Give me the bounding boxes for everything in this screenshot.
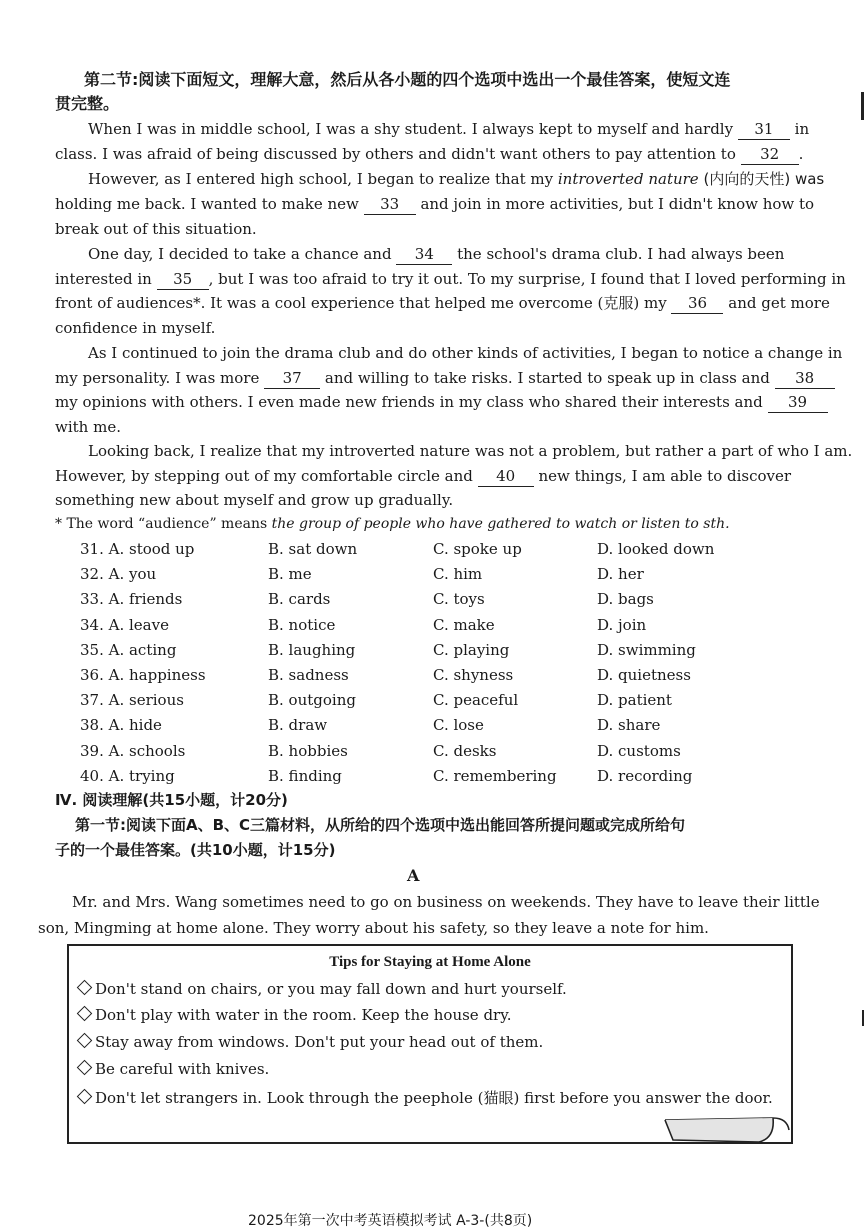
section2-heading: 第二节:阅读下面短文，理解大意，然后从各小题的四个选项中选出一个最佳答案，使短文连 — [84, 70, 731, 89]
option-item: 35. A. acting — [80, 641, 177, 659]
blank-33: 33 — [364, 194, 416, 215]
tip-text: Don't let strangers in. Look through the peephole (猫眼) first before you answer the door. — [95, 1089, 773, 1107]
option-item: C. toys — [433, 590, 485, 608]
option-item: B. hobbies — [268, 742, 348, 760]
part4-heading: Ⅳ. 阅读理解(共15小题，计20分) — [55, 791, 288, 809]
section2-heading-cont: 贯完整。 — [55, 94, 120, 113]
blank-35: 35 — [157, 269, 209, 290]
part4-subheading: 第一节:阅读下面A、B、C三篇材料，从所给的四个选项中选出能回答所提问题或完成所给句 — [75, 816, 686, 834]
option-item: D. join — [597, 616, 647, 634]
option-item: D. customs — [597, 742, 681, 760]
diamond-bullet-icon — [77, 1060, 93, 1076]
option-item: D. recording — [597, 767, 693, 785]
option-item: C. remembering — [433, 767, 557, 785]
tip-item — [79, 1087, 773, 1108]
option-item: B. draw — [268, 716, 328, 734]
option-item: C. make — [433, 616, 495, 634]
passage-line: confidence in myself. — [55, 319, 216, 337]
option-item: B. sadness — [268, 666, 349, 684]
blank-40: 40 — [478, 466, 534, 487]
option-item: D. swimming — [597, 641, 696, 659]
option-item: D. quietness — [597, 666, 691, 684]
option-item: C. peaceful — [433, 691, 519, 709]
tip-item — [79, 1060, 269, 1078]
option-item: 37. A. serious — [80, 691, 184, 709]
passage-line: Looking back, I realize that my introverted nature was not a problem, but rather a part of who I am. — [88, 442, 853, 460]
passage-line: break out of this situation. — [55, 220, 257, 238]
option-item: C. playing — [433, 641, 510, 659]
article-letter: A — [407, 866, 420, 885]
blank-31: 31 — [738, 119, 790, 140]
tip-item — [79, 980, 567, 998]
option-item: 36. A. happiness — [80, 666, 206, 684]
option-item: 34. A. leave — [80, 616, 169, 634]
blank-37: 37 — [264, 368, 320, 389]
tip-text: Don't play with water in the room. Keep the house dry. — [95, 1006, 512, 1024]
option-item: 39. A. schools — [80, 742, 186, 760]
blank-36: 36 — [671, 293, 723, 314]
passage-line: my opinions with others. I even made new friends in my class who shared their interests and 39 — [55, 392, 828, 413]
passage-line: However, as I entered high school, I began to realize that my introverted nature (内向的天性) was — [88, 170, 825, 188]
tip-item — [79, 1006, 511, 1024]
blank-38: 38 — [775, 368, 835, 389]
option-item: C. shyness — [433, 666, 514, 684]
option-item: B. outgoing — [268, 691, 356, 709]
option-item: D. share — [597, 716, 661, 734]
option-item: C. spoke up — [433, 540, 522, 558]
blank-39: 39 — [768, 392, 828, 413]
diamond-bullet-icon — [77, 1033, 93, 1049]
passage-line: When I was in middle school, I was a shy student. I always kept to myself and hardly 31 in — [88, 120, 810, 138]
scan-edge-mark — [862, 1010, 864, 1026]
option-item: B. sat down — [268, 540, 358, 558]
option-item: D. looked down — [597, 540, 715, 558]
option-item: C. desks — [433, 742, 497, 760]
passage-line: front of audiences*. It was a cool experience that helped me overcome (克服) my 36 and get more — [55, 294, 830, 312]
option-item: C. lose — [433, 716, 484, 734]
passage-line: my personality. I was more 37 and willing to take risks. I started to speak up in class and 38 — [55, 368, 835, 389]
option-item: B. finding — [268, 767, 342, 785]
option-item: B. me — [268, 565, 312, 583]
option-item: 31. A. stood up — [80, 540, 195, 558]
passage-line: something new about myself and grow up gradually. — [55, 491, 454, 509]
tip-text: Be careful with knives. — [95, 1060, 270, 1078]
option-item: D. her — [597, 565, 644, 583]
diamond-bullet-icon — [77, 1089, 93, 1105]
blank-32: 32 — [741, 144, 799, 165]
article-intro: Mr. and Mrs. Wang sometimes need to go on business on weekends. They have to leave their little — [72, 893, 820, 911]
option-item: D. patient — [597, 691, 672, 709]
option-item: 32. A. you — [80, 565, 157, 583]
option-item: 33. A. friends — [80, 590, 183, 608]
option-item: C. him — [433, 565, 483, 583]
part4-subheading-cont: 子的一个最佳答案。(共10小题，计15分) — [55, 841, 336, 859]
passage-line: class. I was afraid of being discussed by others and didn't want others to pay attention to 32 . — [55, 145, 804, 163]
diamond-bullet-icon — [77, 1006, 93, 1022]
option-item: 38. A. hide — [80, 716, 162, 734]
blank-34: 34 — [396, 244, 452, 265]
footnote: * The word “audience” means the group of people who have gathered to watch or listen to sth. — [55, 516, 730, 532]
diamond-bullet-icon — [77, 980, 93, 996]
passage-line: However, by stepping out of my comfortable circle and 40 new things, I am able to discover — [55, 467, 792, 485]
tips-note-box — [67, 944, 793, 1144]
option-item: D. bags — [597, 590, 654, 608]
scan-edge-mark — [861, 92, 864, 120]
page-curl-decoration — [663, 1112, 793, 1144]
option-item: B. cards — [268, 590, 331, 608]
option-item: B. laughing — [268, 641, 356, 659]
tips-title: Tips for Staying at Home Alone — [329, 954, 531, 970]
passage-line: One day, I decided to take a chance and 34 the school's drama club. I had always been — [88, 245, 785, 263]
passage-line: holding me back. I wanted to make new 33 and join in more activities, but I didn't know how to — [55, 195, 815, 213]
page-footer: 2025年第一次中考英语模拟考试 A-3-(共8页) — [248, 1213, 533, 1229]
option-item: 40. A. trying — [80, 767, 175, 785]
article-intro: son, Mingming at home alone. They worry about his safety, so they leave a note for him. — [38, 919, 709, 937]
option-item: B. notice — [268, 616, 336, 634]
tip-item — [79, 1033, 543, 1051]
passage-line: with me. — [55, 418, 121, 436]
passage-line: interested in 35 , but I was too afraid to try it out. To my surprise, I found that I loved performing in — [55, 270, 846, 288]
tip-text: Stay away from windows. Don't put your head out of them. — [95, 1033, 544, 1051]
passage-line: As I continued to join the drama club and do other kinds of activities, I began to notice a change in — [88, 344, 843, 362]
tip-text: Don't stand on chairs, or you may fall down and hurt yourself. — [95, 980, 567, 998]
